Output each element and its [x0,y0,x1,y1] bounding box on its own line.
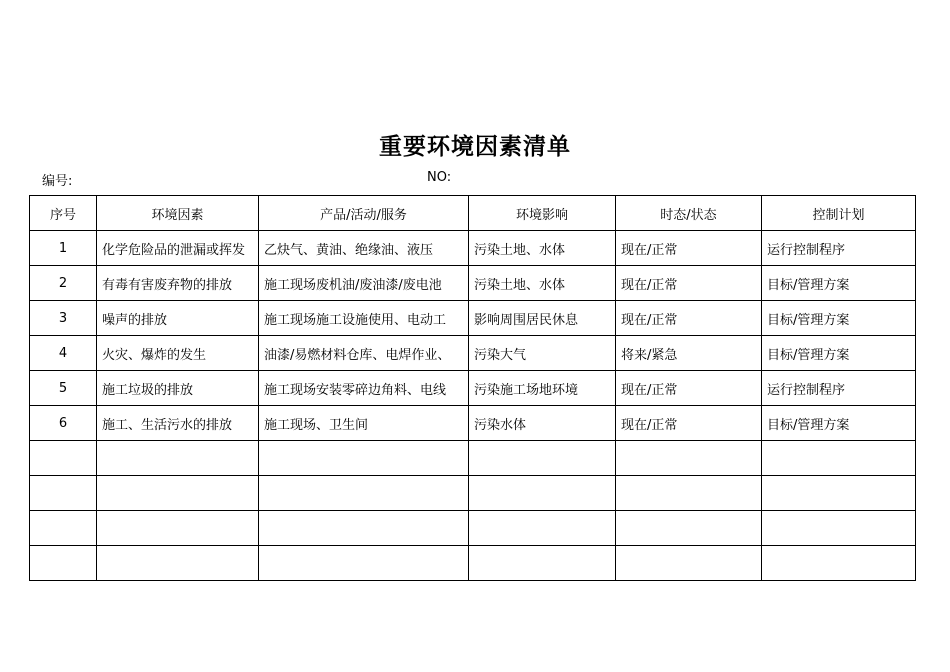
cell-state: 现在/正常 [616,371,762,406]
table-body [30,231,916,581]
cell-seq [30,476,97,511]
cell-control: 运行控制程序 [762,371,916,406]
table-row [30,266,916,301]
code-label: 编号: [42,174,73,189]
cell-seq [30,441,97,476]
cell-impact: 污染水体 [469,406,616,441]
cell-seq [30,546,97,581]
cell-seq: 1 [30,231,97,266]
cell-impact [469,441,616,476]
table-row [30,441,916,476]
environment-factor-table [29,195,916,581]
cell-activity: 油漆/易燃材料仓库、电焊作业、 [259,336,469,371]
cell-activity [259,441,469,476]
cell-control [762,441,916,476]
cell-seq: 2 [30,266,97,301]
header-seq: 序号 [30,196,97,231]
cell-impact: 污染土地、水体 [469,266,616,301]
cell-control [762,476,916,511]
cell-state [616,476,762,511]
cell-control: 运行控制程序 [762,231,916,266]
cell-activity: 施工现场施工设施使用、电动工 [259,301,469,336]
table-row [30,301,916,336]
cell-state [616,546,762,581]
cell-factor [97,476,259,511]
table-row [30,371,916,406]
cell-activity [259,546,469,581]
cell-seq: 3 [30,301,97,336]
header-control: 控制计划 [762,196,916,231]
table-row [30,406,916,441]
document-title: 重要环境因素清单 [379,134,571,160]
cell-impact [469,546,616,581]
cell-factor: 有毒有害废弃物的排放 [97,266,259,301]
cell-control [762,511,916,546]
cell-state: 现在/正常 [616,266,762,301]
header-impact: 环境影响 [469,196,616,231]
cell-impact [469,511,616,546]
cell-state: 现在/正常 [616,231,762,266]
table-row [30,231,916,266]
cell-seq: 6 [30,406,97,441]
cell-seq: 5 [30,371,97,406]
cell-control: 目标/管理方案 [762,406,916,441]
cell-activity [259,511,469,546]
cell-impact [469,476,616,511]
cell-activity: 施工现场安装零碎边角料、电线 [259,371,469,406]
table-header-row [30,196,916,231]
cell-activity: 施工现场废机油/废油漆/废电池 [259,266,469,301]
table-row [30,546,916,581]
cell-seq: 4 [30,336,97,371]
cell-state: 现在/正常 [616,301,762,336]
table-row [30,511,916,546]
cell-factor: 化学危险品的泄漏或挥发 [97,231,259,266]
cell-factor: 火灾、爆炸的发生 [97,336,259,371]
cell-factor [97,511,259,546]
cell-control: 目标/管理方案 [762,301,916,336]
cell-impact: 影响周围居民休息 [469,301,616,336]
cell-control: 目标/管理方案 [762,266,916,301]
cell-activity: 乙炔气、黄油、绝缘油、液压 [259,231,469,266]
cell-state: 将来/紧急 [616,336,762,371]
cell-seq [30,511,97,546]
cell-control: 目标/管理方案 [762,336,916,371]
cell-impact: 污染大气 [469,336,616,371]
table-row [30,476,916,511]
cell-factor: 噪声的排放 [97,301,259,336]
cell-factor [97,441,259,476]
cell-state [616,441,762,476]
cell-impact: 污染土地、水体 [469,231,616,266]
header-factor: 环境因素 [97,196,259,231]
header-activity: 产品/活动/服务 [259,196,469,231]
cell-factor [97,546,259,581]
cell-factor: 施工、生活污水的排放 [97,406,259,441]
cell-activity [259,476,469,511]
cell-factor: 施工垃圾的排放 [97,371,259,406]
cell-state: 现在/正常 [616,406,762,441]
table-row [30,336,916,371]
cell-activity: 施工现场、卫生间 [259,406,469,441]
cell-impact: 污染施工场地环境 [469,371,616,406]
no-label: NO: [427,170,452,185]
cell-state [616,511,762,546]
header-state: 时态/状态 [616,196,762,231]
cell-control [762,546,916,581]
